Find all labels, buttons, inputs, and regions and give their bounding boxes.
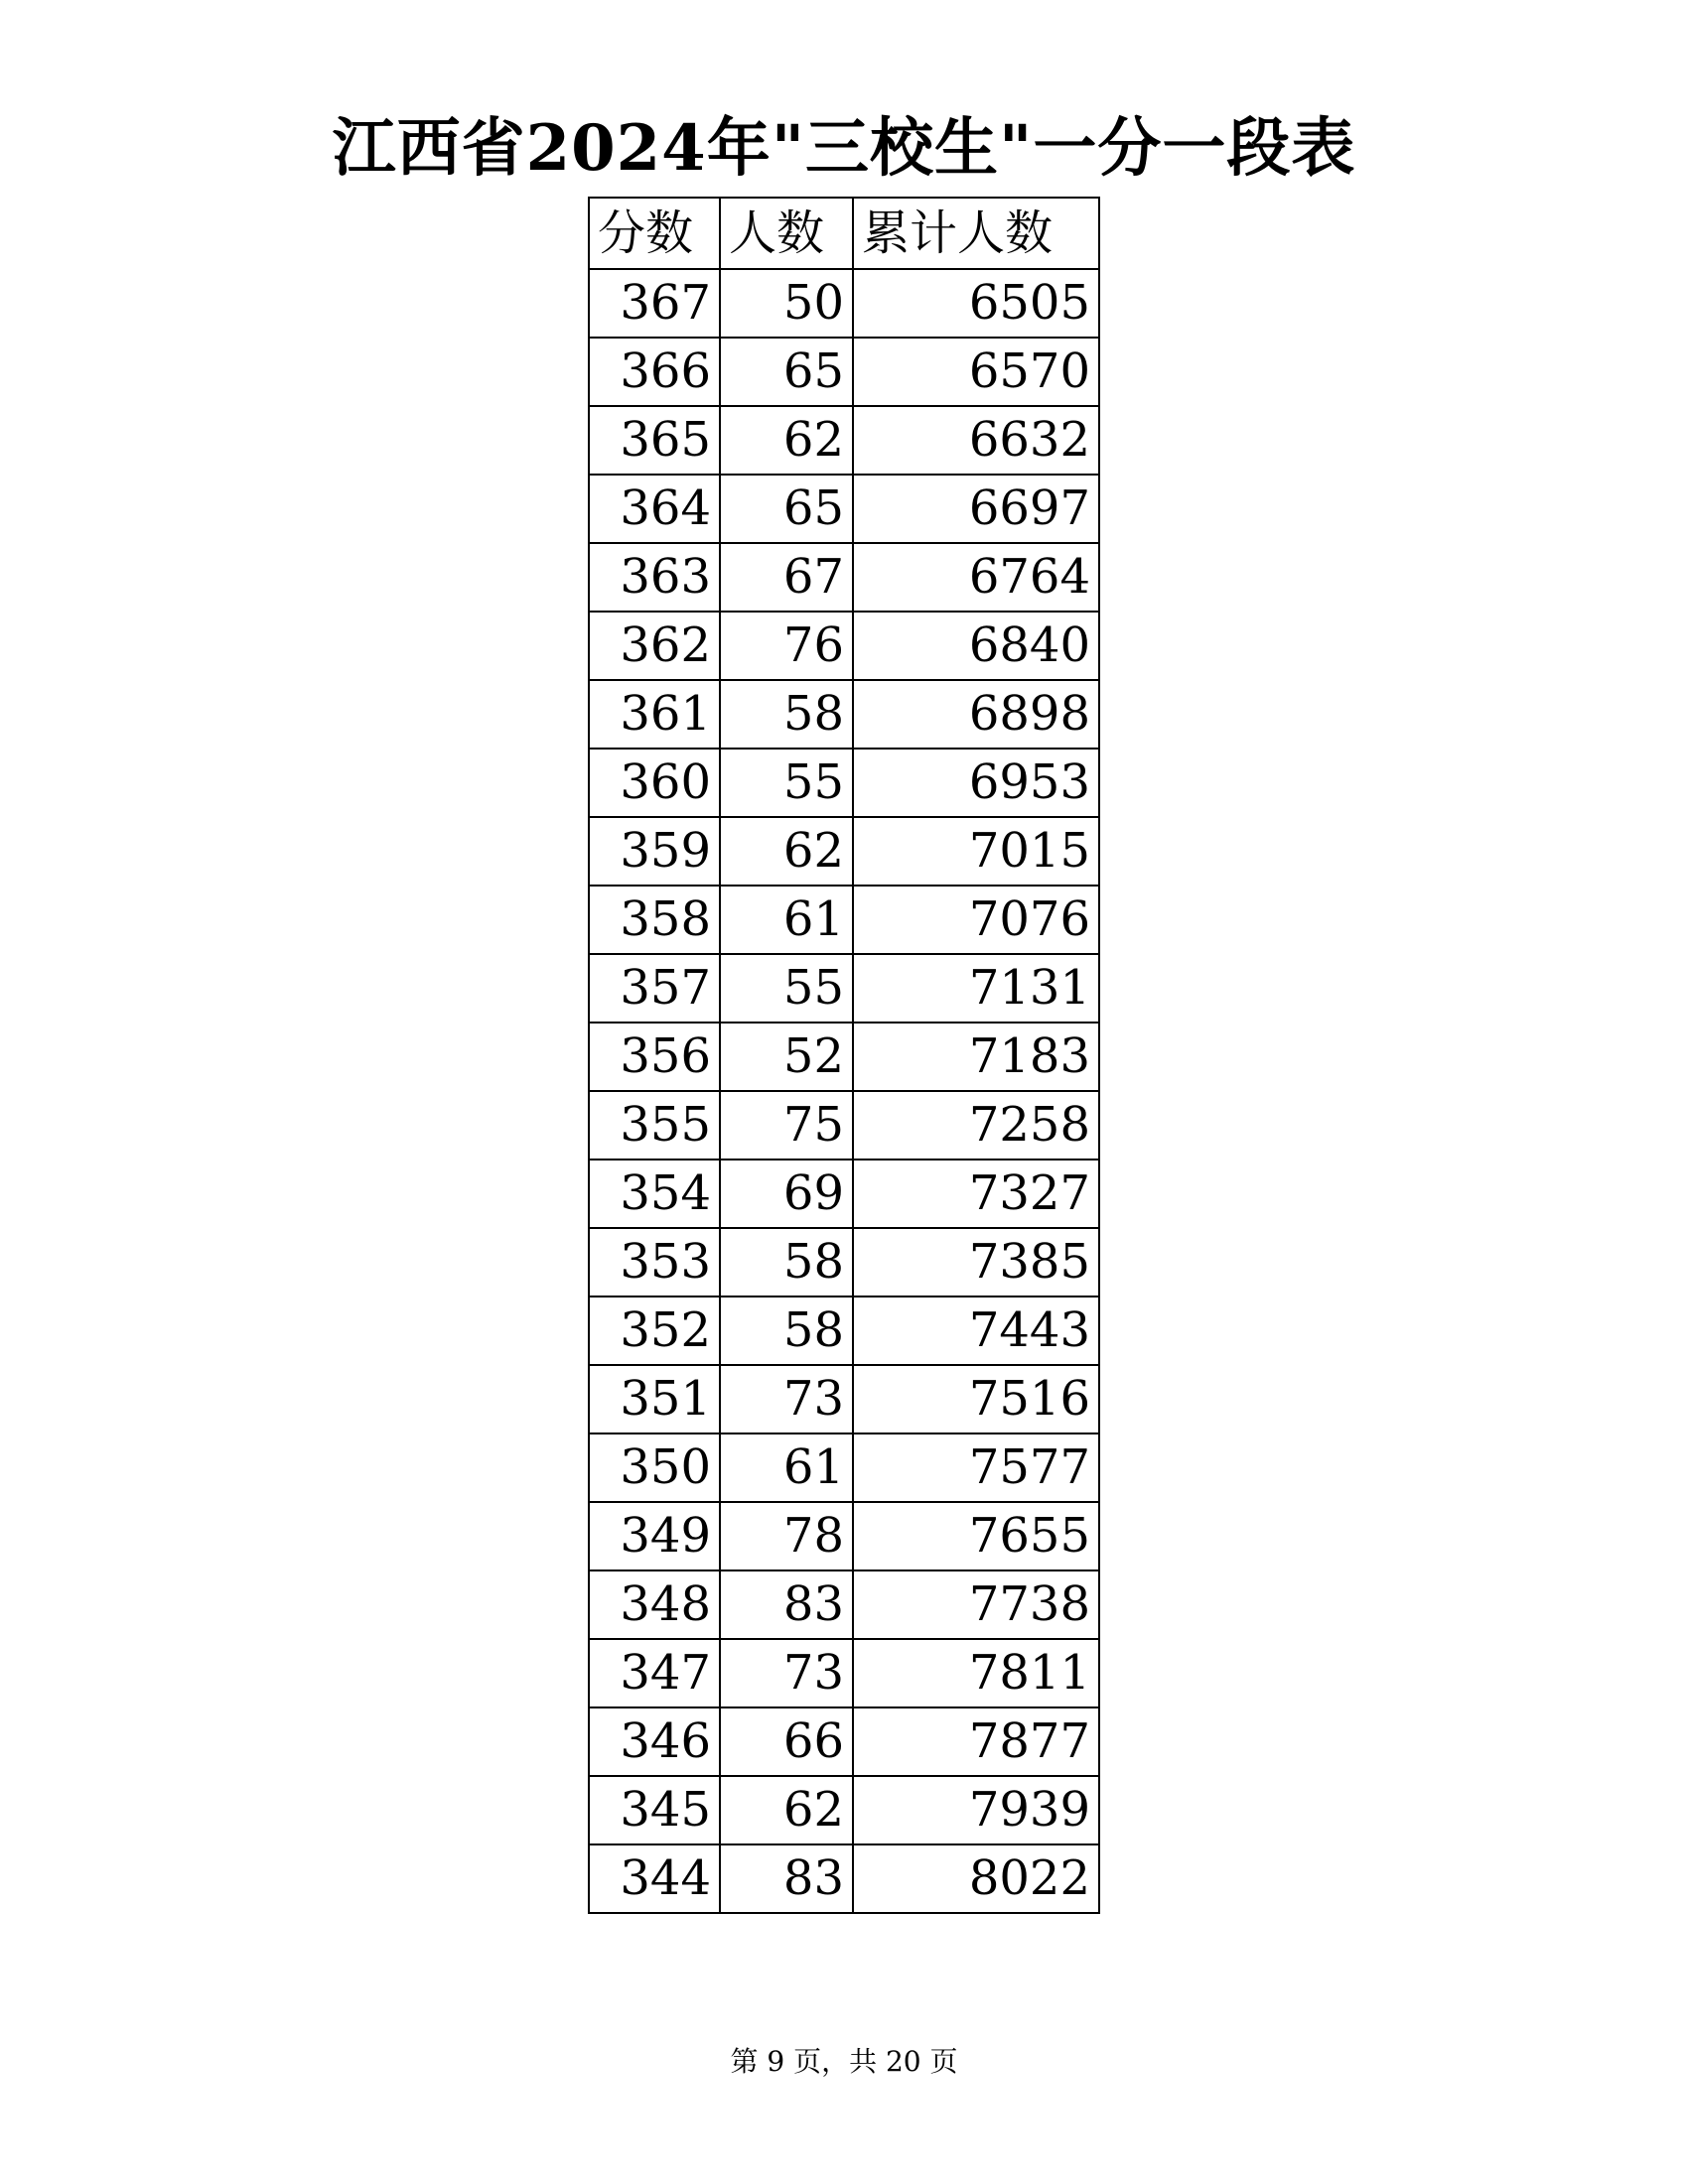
table-row <box>589 817 1099 886</box>
cell-cumulative: 7811 <box>853 1639 1099 1707</box>
table-row <box>589 338 1099 406</box>
table-row <box>589 1844 1099 1913</box>
table-row <box>589 475 1099 543</box>
table-row <box>589 1091 1099 1160</box>
cell-cumulative: 7443 <box>853 1297 1099 1365</box>
cell-cumulative: 7655 <box>853 1502 1099 1570</box>
cell-count: 73 <box>720 1639 853 1707</box>
cell-count: 58 <box>720 1228 853 1297</box>
cell-score: 359 <box>589 817 720 886</box>
table-row <box>589 1023 1099 1091</box>
score-distribution-table <box>588 197 1100 1914</box>
cell-score: 364 <box>589 475 720 543</box>
page-footer: 第 9 页，共 20 页 <box>730 2045 958 2078</box>
cell-count: 55 <box>720 954 853 1023</box>
cell-count: 78 <box>720 1502 853 1570</box>
column-header-cumulative: 累计人数 <box>853 198 1099 269</box>
table-row <box>589 1160 1099 1228</box>
table-row <box>589 749 1099 817</box>
cell-cumulative: 7258 <box>853 1091 1099 1160</box>
cell-score: 360 <box>589 749 720 817</box>
cell-cumulative: 7738 <box>853 1570 1099 1639</box>
cell-score: 355 <box>589 1091 720 1160</box>
cell-cumulative: 7327 <box>853 1160 1099 1228</box>
table-row <box>589 954 1099 1023</box>
cell-cumulative: 7183 <box>853 1023 1099 1091</box>
cell-cumulative: 6505 <box>853 269 1099 338</box>
cell-cumulative: 6632 <box>853 406 1099 475</box>
cell-count: 66 <box>720 1707 853 1776</box>
cell-count: 65 <box>720 338 853 406</box>
cell-cumulative: 6764 <box>853 543 1099 612</box>
table-header-row <box>589 198 1099 269</box>
cell-count: 67 <box>720 543 853 612</box>
cell-cumulative: 8022 <box>853 1844 1099 1913</box>
cell-count: 62 <box>720 817 853 886</box>
table-row <box>589 406 1099 475</box>
cell-cumulative: 7577 <box>853 1433 1099 1502</box>
table-row <box>589 1365 1099 1433</box>
cell-cumulative: 7516 <box>853 1365 1099 1433</box>
cell-score: 346 <box>589 1707 720 1776</box>
cell-count: 65 <box>720 475 853 543</box>
table-row <box>589 1776 1099 1844</box>
cell-score: 348 <box>589 1570 720 1639</box>
table-row <box>589 543 1099 612</box>
table-row <box>589 1228 1099 1297</box>
cell-cumulative: 6898 <box>853 680 1099 749</box>
cell-score: 357 <box>589 954 720 1023</box>
cell-score: 365 <box>589 406 720 475</box>
cell-count: 55 <box>720 749 853 817</box>
page-title: 江西省2024年"三校生"一分一段表 <box>332 111 1356 186</box>
cell-count: 75 <box>720 1091 853 1160</box>
cell-score: 358 <box>589 886 720 954</box>
table-row <box>589 680 1099 749</box>
cell-count: 83 <box>720 1570 853 1639</box>
table-row <box>589 1707 1099 1776</box>
table-row <box>589 1433 1099 1502</box>
cell-score: 352 <box>589 1297 720 1365</box>
table-row <box>589 1502 1099 1570</box>
table-row <box>589 1570 1099 1639</box>
cell-count: 62 <box>720 1776 853 1844</box>
cell-count: 73 <box>720 1365 853 1433</box>
cell-cumulative: 7877 <box>853 1707 1099 1776</box>
cell-score: 350 <box>589 1433 720 1502</box>
cell-count: 83 <box>720 1844 853 1913</box>
cell-score: 344 <box>589 1844 720 1913</box>
table-row <box>589 886 1099 954</box>
table-body <box>589 269 1099 1913</box>
cell-cumulative: 6840 <box>853 612 1099 680</box>
table-row <box>589 1639 1099 1707</box>
cell-cumulative: 7131 <box>853 954 1099 1023</box>
cell-count: 61 <box>720 886 853 954</box>
cell-count: 58 <box>720 1297 853 1365</box>
cell-score: 354 <box>589 1160 720 1228</box>
cell-score: 361 <box>589 680 720 749</box>
cell-cumulative: 6953 <box>853 749 1099 817</box>
cell-count: 61 <box>720 1433 853 1502</box>
cell-score: 349 <box>589 1502 720 1570</box>
table-row <box>589 269 1099 338</box>
cell-cumulative: 7939 <box>853 1776 1099 1844</box>
cell-score: 351 <box>589 1365 720 1433</box>
cell-cumulative: 6570 <box>853 338 1099 406</box>
cell-score: 367 <box>589 269 720 338</box>
cell-count: 69 <box>720 1160 853 1228</box>
column-header-score: 分数 <box>589 198 720 269</box>
cell-score: 353 <box>589 1228 720 1297</box>
cell-count: 58 <box>720 680 853 749</box>
cell-cumulative: 6697 <box>853 475 1099 543</box>
cell-count: 50 <box>720 269 853 338</box>
cell-count: 62 <box>720 406 853 475</box>
cell-score: 366 <box>589 338 720 406</box>
cell-cumulative: 7385 <box>853 1228 1099 1297</box>
cell-score: 347 <box>589 1639 720 1707</box>
cell-count: 76 <box>720 612 853 680</box>
cell-score: 362 <box>589 612 720 680</box>
table-row <box>589 612 1099 680</box>
cell-score: 356 <box>589 1023 720 1091</box>
table-row <box>589 1297 1099 1365</box>
cell-score: 363 <box>589 543 720 612</box>
cell-score: 345 <box>589 1776 720 1844</box>
column-header-count: 人数 <box>720 198 853 269</box>
cell-cumulative: 7076 <box>853 886 1099 954</box>
cell-count: 52 <box>720 1023 853 1091</box>
cell-cumulative: 7015 <box>853 817 1099 886</box>
